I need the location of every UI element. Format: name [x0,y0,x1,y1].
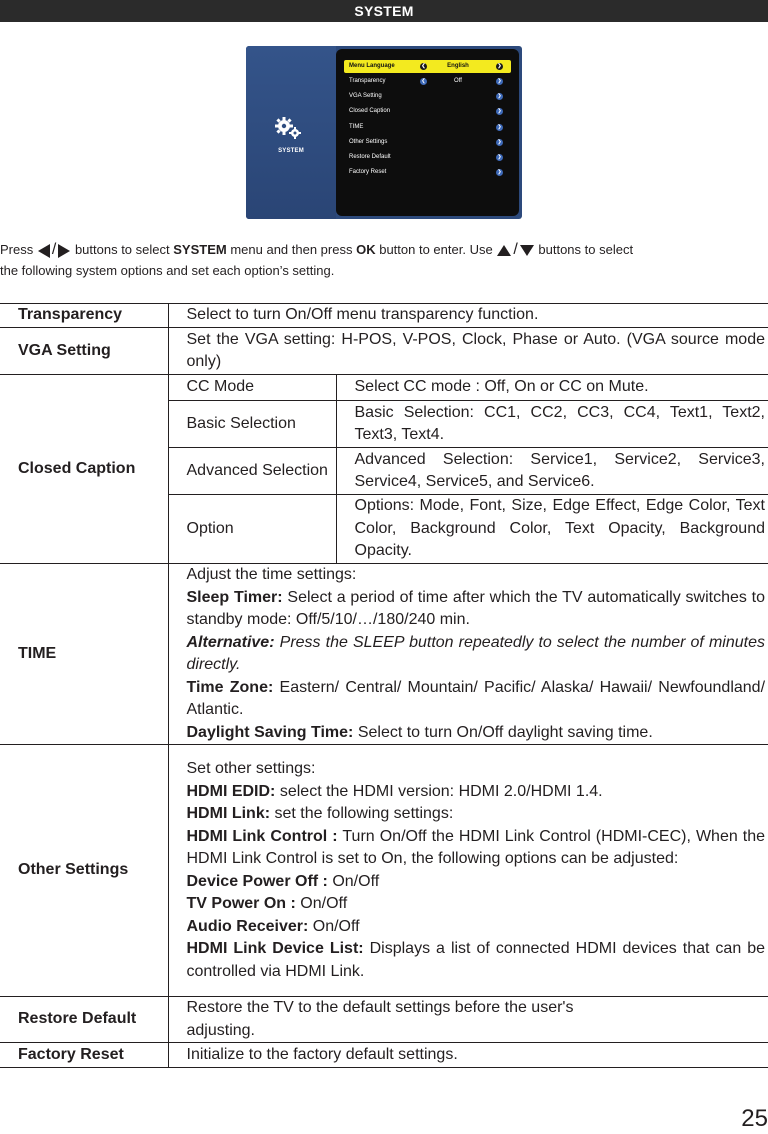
intro-text: buttons to select [538,242,634,257]
tv-sidebar-label: SYSTEM [278,148,304,154]
left-arrow-icon [38,244,50,258]
hdmi-edid-label: HDMI EDID: [186,782,276,800]
chevron-left-icon: ❮ [421,78,426,84]
other-settings-description [168,745,768,997]
sub-description: Basic Selection: CC1, CC2, CC3, CC4, Text1, Text2, Text3, Text4. [336,401,768,448]
alternative-text: Press the SLEEP button repeatedly to select the number of minutes directly. [186,633,765,673]
sub-description: Select CC mode : Off, On or CC on Mute. [336,375,768,401]
dst-text: Select to turn On/Off daylight saving time. [357,723,653,741]
row-label: Factory Reset [0,1043,168,1068]
tv-menu-item-closed-caption[interactable] [344,105,511,118]
tv-menu-value: English [447,63,469,69]
table-row [0,745,768,997]
restore-text-line1: Restore the TV to the default settings before the user's [186,999,574,1016]
device-list-text: Displays a list of connected HDMI devices that can be controlled via HDMI Link. [186,940,766,980]
row-label: Restore Default [0,997,168,1043]
chevron-left-icon: ❮ [421,63,426,69]
tv-power-on-text: On/Off [300,895,348,912]
table-row [0,997,768,1043]
restore-text-line2: adjusting. [186,1021,255,1039]
sub-label: Advanced Selection [168,448,336,495]
row-label: Other Settings [0,745,168,997]
audio-receiver-text: On/Off [312,917,360,935]
row-label: VGA Setting [0,328,168,375]
other-intro: Set other settings: [186,760,316,777]
alternative-label: Alternative: [186,633,275,651]
table-row [0,564,768,745]
tv-menu-label: Other Settings [349,139,388,145]
tv-menu-label: Restore Default [349,154,391,160]
intro-system-keyword: SYSTEM [173,242,227,257]
tv-menu-label: Closed Caption [349,108,391,114]
row-description: Set the VGA setting: H-POS, V-POS, Clock, Phase or Auto. (VGA source mode only) [168,328,768,375]
chevron-right-icon: ❯ [497,169,502,175]
slash-separator: / [51,241,57,259]
intro-text: menu and then press [230,242,353,257]
row-label: Closed Caption [0,375,168,564]
device-power-off-label: Device Power Off : [186,872,328,890]
page-number: 25 [741,1105,768,1132]
right-arrow-icon [58,244,70,258]
sleep-timer-text: Select a period of time after which the TV automatically switches to standby mode: Off/5/10/…/180/240 min. [186,588,766,628]
tv-menu-item-vga-setting[interactable] [344,90,511,103]
tv-menu-item-menu-language[interactable] [344,60,511,73]
tv-menu-screenshot [246,46,522,219]
hdmi-link-label: HDMI Link: [186,805,271,822]
up-arrow-icon [497,245,511,256]
sub-label: Basic Selection [168,401,336,448]
hdmi-edid-text: select the HDMI version: HDMI 2.0/HDMI 1.4. [279,782,603,800]
tv-menu-value: Off [454,78,462,84]
time-zone-text: Eastern/ Central/ Mountain/ Pacific/ Alaska/ Hawaii/ Newfoundland/ Atlantic. [186,678,766,718]
hdmi-link-control-text: Turn On/Off the HDMI Link Control (HDMI-CEC), When the HDMI Link Control is set to On, the following options can be adjusted: [186,827,766,867]
hdmi-link-text: set the following settings: [274,805,454,822]
table-row [0,375,768,401]
tv-menu-item-transparency[interactable] [344,75,511,88]
tv-menu-panel [336,49,519,216]
intro-text: Press [0,242,34,257]
device-list-label: HDMI Link Device List: [186,940,364,957]
table-row [0,328,768,375]
chevron-right-icon: ❯ [497,139,502,145]
system-settings-table [0,303,768,1068]
row-description: Select to turn On/Off menu transparency function. [168,304,768,328]
tv-menu-label: VGA Setting [349,93,382,99]
restore-description [168,997,768,1043]
sub-label: CC Mode [168,375,336,401]
tv-menu-label: Factory Reset [349,169,387,175]
tv-sidebar [246,46,336,219]
tv-menu-label: Menu Language [349,63,395,69]
intro-paragraph [0,240,768,281]
device-power-off-text: On/Off [332,872,380,890]
row-label: Transparency [0,304,168,328]
sub-description: Advanced Selection: Service1, Service2, Service3, Service4, Service5, and Service6. [336,448,768,495]
sub-label: Option [168,495,336,564]
intro-text: the following system options and set each option’s setting. [0,262,335,278]
slash-separator: / [513,241,518,259]
tv-menu-label: TIME [349,124,364,130]
section-header: SYSTEM [0,0,768,22]
intro-ok-keyword: OK [356,242,376,257]
chevron-right-icon: ❯ [497,124,502,130]
hdmi-link-control-label: HDMI Link Control : [186,827,338,845]
chevron-right-icon: ❯ [497,63,502,69]
tv-menu-item-restore-default[interactable] [344,151,511,164]
chevron-right-icon: ❯ [497,93,502,99]
time-zone-label: Time Zone: [186,678,274,696]
tv-menu-item-factory-reset[interactable] [344,166,511,179]
table-row [0,304,768,328]
intro-text: buttons to select [74,242,170,257]
sub-description: Options: Mode, Font, Size, Edge Effect, Edge Color, Text Color, Background Color, Text Opacity, Background Opacity. [336,495,768,564]
intro-text: button to enter. Use [379,242,493,257]
table-row [0,1043,768,1068]
tv-power-on-label: TV Power On : [186,895,296,912]
tv-menu-label: Transparency [349,78,386,84]
chevron-right-icon: ❯ [497,78,502,84]
tv-menu-item-other-settings[interactable] [344,136,511,149]
time-description [168,564,768,745]
dst-label: Daylight Saving Time: [186,723,354,741]
down-arrow-icon [520,245,534,256]
gear-icon [274,116,302,140]
chevron-right-icon: ❯ [497,108,502,114]
row-label: TIME [0,564,168,745]
sleep-timer-label: Sleep Timer: [186,588,283,606]
tv-menu-item-time[interactable] [344,121,511,134]
row-description: Initialize to the factory default settings. [168,1043,768,1068]
chevron-right-icon: ❯ [497,154,502,160]
time-intro: Adjust the time settings: [186,566,357,583]
audio-receiver-label: Audio Receiver: [186,917,309,935]
